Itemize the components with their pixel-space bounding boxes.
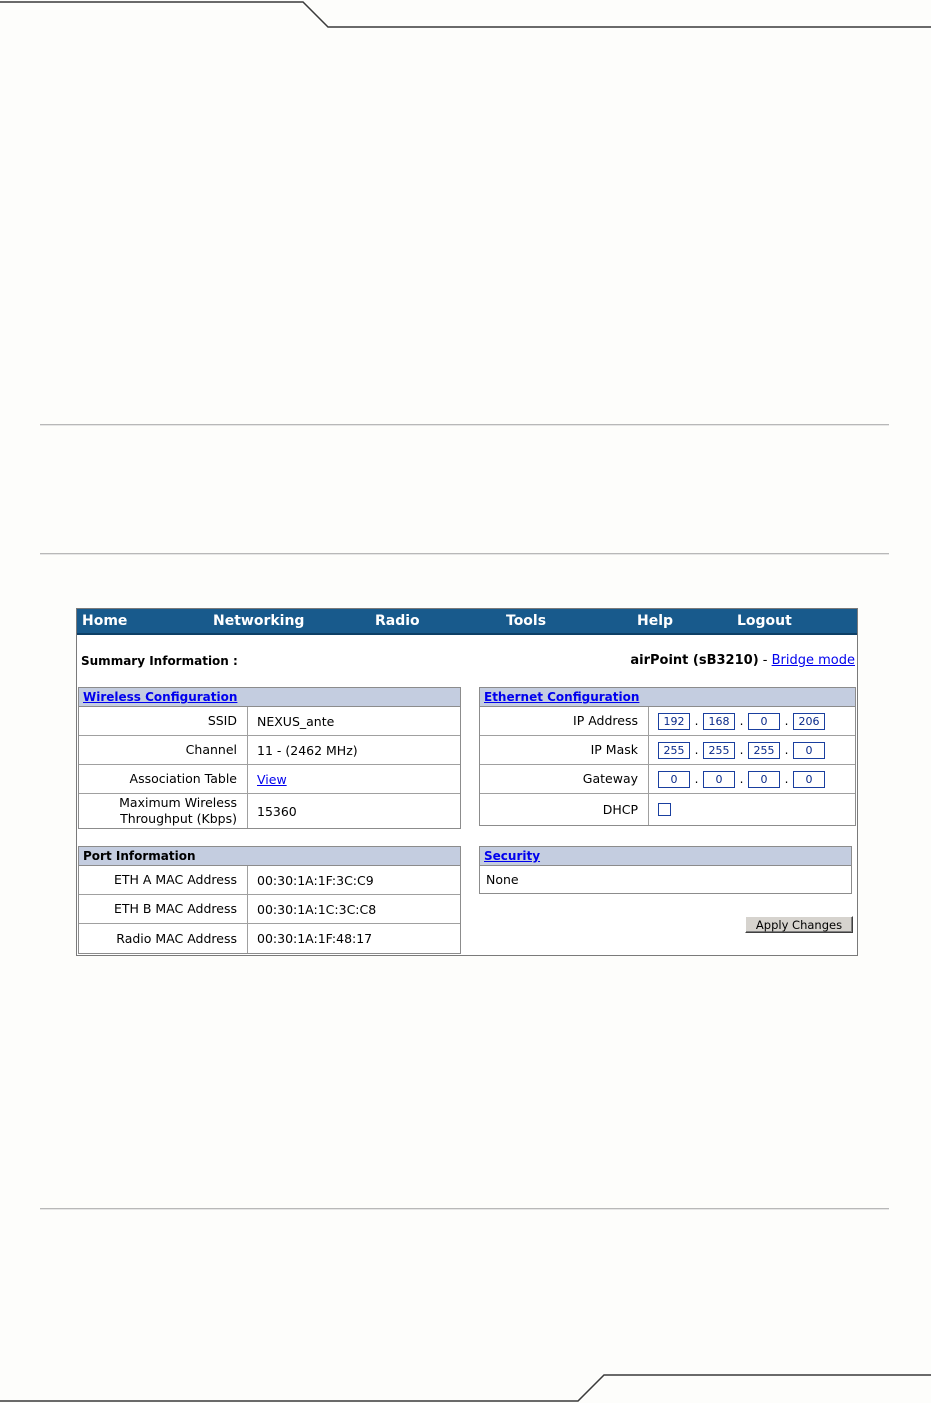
device-separator: - xyxy=(758,653,772,668)
throughput-label-line1: Maximum Wireless xyxy=(119,795,237,810)
wireless-config-link[interactable]: Wireless Configuration xyxy=(83,690,238,704)
divider-line xyxy=(40,1208,889,1209)
table-row xyxy=(79,736,460,765)
device-info xyxy=(630,653,855,668)
gateway-octet-input[interactable]: 0 xyxy=(703,771,735,788)
mask-octet-input[interactable]: 255 xyxy=(703,742,735,759)
security-panel xyxy=(479,846,852,894)
top-nav-bar xyxy=(77,609,857,635)
ip-octet-input[interactable]: 0 xyxy=(748,713,780,730)
nav-home[interactable]: Home xyxy=(82,613,128,629)
table-row xyxy=(79,924,460,953)
table-row xyxy=(79,794,460,828)
radio-mac-label: Radio MAC Address xyxy=(79,924,248,953)
device-name: airPoint (sB3210) xyxy=(630,653,759,668)
wireless-config-header xyxy=(79,688,460,707)
throughput-value: 15360 xyxy=(257,803,297,819)
security-header xyxy=(480,847,851,866)
ip-address-label: IP Address xyxy=(480,707,649,735)
dhcp-checkbox[interactable] xyxy=(658,803,671,816)
ssid-value: NEXUS_ante xyxy=(257,713,335,729)
table-row xyxy=(79,765,460,794)
table-row xyxy=(480,707,855,736)
ip-mask-field: 255 . 255 . 255 . 0 xyxy=(649,736,825,764)
radio-mac-value: 00:30:1A:1F:48:17 xyxy=(257,931,373,946)
table-row xyxy=(79,707,460,736)
eth-a-mac-label: ETH A MAC Address xyxy=(79,866,248,894)
ip-octet-input[interactable]: 206 xyxy=(793,713,825,730)
ssid-label: SSID xyxy=(79,707,248,735)
gateway-label: Gateway xyxy=(480,765,649,793)
eth-a-mac-value: 00:30:1A:1F:3C:C9 xyxy=(257,872,374,888)
table-row xyxy=(480,765,855,794)
dhcp-label: DHCP xyxy=(480,794,649,825)
table-row xyxy=(79,895,460,924)
table-row xyxy=(480,794,855,825)
association-view-link[interactable]: View xyxy=(257,771,287,787)
mask-octet-input[interactable]: 255 xyxy=(748,742,780,759)
ethernet-config-header xyxy=(480,688,855,707)
port-info-header: Port Information xyxy=(79,847,460,866)
mask-octet-input[interactable]: 255 xyxy=(658,742,690,759)
ip-mask-label: IP Mask xyxy=(480,736,649,764)
divider-line xyxy=(40,553,889,554)
security-value: None xyxy=(486,872,519,887)
security-link[interactable]: Security xyxy=(484,849,541,863)
gateway-field: 0 . 0 . 0 . 0 xyxy=(649,765,825,793)
nav-networking[interactable]: Networking xyxy=(213,613,305,629)
channel-value: 11 - (2462 MHz) xyxy=(257,742,358,758)
eth-b-mac-label: ETH B MAC Address xyxy=(79,895,248,923)
association-table-label: Association Table xyxy=(79,765,248,793)
summary-title: Summary Information : xyxy=(81,654,238,668)
eth-b-mac-value: 00:30:1A:1C:3C:C8 xyxy=(257,901,377,917)
ethernet-config-panel xyxy=(479,687,856,826)
nav-radio[interactable]: Radio xyxy=(375,613,420,629)
ethernet-config-link[interactable]: Ethernet Configuration xyxy=(484,690,640,704)
port-info-panel xyxy=(78,846,461,954)
table-row xyxy=(79,866,460,895)
ip-octet-input[interactable]: 192 xyxy=(658,713,690,730)
divider-line xyxy=(40,424,889,425)
throughput-label xyxy=(79,794,248,828)
nav-logout[interactable]: Logout xyxy=(737,613,792,629)
apply-changes-button[interactable]: Apply Changes xyxy=(745,916,853,933)
wireless-config-panel xyxy=(78,687,461,829)
gateway-octet-input[interactable]: 0 xyxy=(748,771,780,788)
nav-help[interactable]: Help xyxy=(637,613,674,629)
gateway-octet-input[interactable]: 0 xyxy=(793,771,825,788)
gateway-octet-input[interactable]: 0 xyxy=(658,771,690,788)
ip-octet-input[interactable]: 168 xyxy=(703,713,735,730)
throughput-label-line2: Throughput (Kbps) xyxy=(120,811,237,826)
bridge-mode-link[interactable]: Bridge mode xyxy=(771,653,855,668)
nav-tools[interactable]: Tools xyxy=(506,613,547,629)
web-ui-screenshot xyxy=(76,608,858,956)
channel-label: Channel xyxy=(79,736,248,764)
mask-octet-input[interactable]: 0 xyxy=(793,742,825,759)
ip-address-field: 192 . 168 . 0 . 206 xyxy=(649,707,825,735)
table-row xyxy=(480,736,855,765)
